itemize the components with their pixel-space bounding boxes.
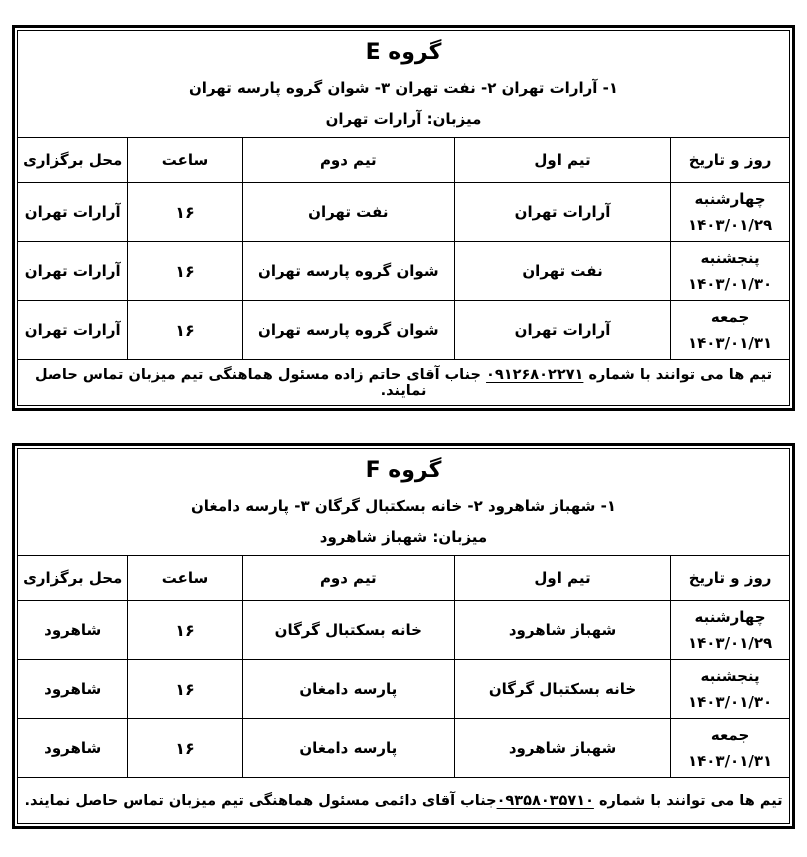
venue-cell: شاهرود (18, 660, 128, 719)
date-value: ۱۴۰۳/۰۱/۳۱ (687, 752, 773, 770)
contact-note-prefix: تیم ها می توانند با شماره (583, 366, 773, 383)
col-header-team2: تیم دوم (242, 556, 454, 601)
team1-cell: شهباز شاهرود (454, 719, 670, 778)
team2-cell: پارسه دامغان (242, 660, 454, 719)
contact-note-prefix: تیم ها می توانند با شماره (593, 792, 783, 809)
venue-cell: آرارات تهران (18, 183, 128, 242)
date-cell (671, 183, 790, 242)
date-cell (671, 719, 790, 778)
team1-cell: آرارات تهران (454, 183, 670, 242)
date-value: ۱۴۰۳/۰۱/۳۰ (687, 693, 773, 711)
contact-note-suffix: جناب آقای دائمی مسئول هماهنگی تیم میزبان تماس حاصل نمایند. (24, 792, 497, 809)
venue-cell: شاهرود (18, 719, 128, 778)
table-row (18, 660, 790, 719)
table-row (18, 183, 790, 242)
group-f-schedule (17, 448, 790, 824)
time-cell: ۱۶ (128, 601, 242, 660)
col-header-date: روز و تاریخ (671, 556, 790, 601)
col-header-team1: تیم اول (454, 138, 670, 183)
host-line: میزبان: آرارات تهران (325, 110, 482, 128)
time-cell: ۱۶ (128, 242, 242, 301)
day-name: پنجشنبه (700, 667, 760, 685)
teams-line: ۱- شهباز شاهرود ۲- خانه بسکتبال گرگان ۳- پارسه دامغان (190, 497, 616, 515)
team2-cell: خانه بسکتبال گرگان (242, 601, 454, 660)
team2-cell: پارسه دامغان (242, 719, 454, 778)
time-cell: ۱۶ (128, 183, 242, 242)
day-name: چهارشنبه (694, 190, 766, 208)
team2-cell: شوان گروه پارسه تهران (242, 242, 454, 301)
host-line: میزبان: شهباز شاهرود (319, 528, 488, 546)
group-title: گروه F (365, 458, 442, 483)
team1-cell: نفت تهران (454, 242, 670, 301)
date-cell (671, 301, 790, 360)
date-value: ۱۴۰۳/۰۱/۳۰ (687, 275, 773, 293)
col-header-time: ساعت (128, 138, 242, 183)
time-cell: ۱۶ (128, 719, 242, 778)
group-e-table (12, 25, 795, 411)
table-row (18, 301, 790, 360)
date-cell (671, 660, 790, 719)
day-name: چهارشنبه (694, 608, 766, 626)
contact-phone: ۰۹۱۲۶۸۰۲۲۷۱ (486, 366, 584, 383)
group-e-schedule (17, 30, 790, 406)
col-header-team2: تیم دوم (242, 138, 454, 183)
table-row (18, 242, 790, 301)
date-cell (671, 601, 790, 660)
team2-cell: نفت تهران (242, 183, 454, 242)
contact-note (18, 778, 790, 824)
col-header-venue: محل برگزاری (18, 556, 128, 601)
col-header-date: روز و تاریخ (671, 138, 790, 183)
date-value: ۱۴۰۳/۰۱/۳۱ (687, 334, 773, 352)
day-name: جمعه (710, 308, 750, 326)
venue-cell: آرارات تهران (18, 301, 128, 360)
group-f-table (12, 443, 795, 829)
group-title: گروه E (365, 40, 442, 65)
date-value: ۱۴۰۳/۰۱/۲۹ (687, 216, 773, 234)
day-name: جمعه (710, 726, 750, 744)
table-row (18, 601, 790, 660)
group-f-header-cell (18, 449, 790, 556)
team1-cell: خانه بسکتبال گرگان (454, 660, 670, 719)
contact-note-suffix: جناب آقای حاتم زاده مسئول هماهنگی تیم میزبان تماس حاصل نمایند. (34, 366, 487, 399)
date-cell (671, 242, 790, 301)
time-cell: ۱۶ (128, 301, 242, 360)
table-row (18, 719, 790, 778)
col-header-team1: تیم اول (454, 556, 670, 601)
teams-line: ۱- آرارات تهران ۲- نفت تهران ۳- شوان گروه پارسه تهران (189, 79, 618, 97)
team2-cell: شوان گروه پارسه تهران (242, 301, 454, 360)
venue-cell: آرارات تهران (18, 242, 128, 301)
col-header-time: ساعت (128, 556, 242, 601)
contact-phone: ۰۹۳۵۸۰۳۵۷۱۰ (496, 792, 594, 809)
date-value: ۱۴۰۳/۰۱/۲۹ (687, 634, 773, 652)
team1-cell: آرارات تهران (454, 301, 670, 360)
column-header-row (18, 556, 790, 601)
contact-note (18, 360, 790, 406)
team1-cell: شهباز شاهرود (454, 601, 670, 660)
col-header-venue: محل برگزاری (18, 138, 128, 183)
time-cell: ۱۶ (128, 660, 242, 719)
group-e-header-cell (18, 31, 790, 138)
venue-cell: شاهرود (18, 601, 128, 660)
column-header-row (18, 138, 790, 183)
day-name: پنجشنبه (700, 249, 760, 267)
